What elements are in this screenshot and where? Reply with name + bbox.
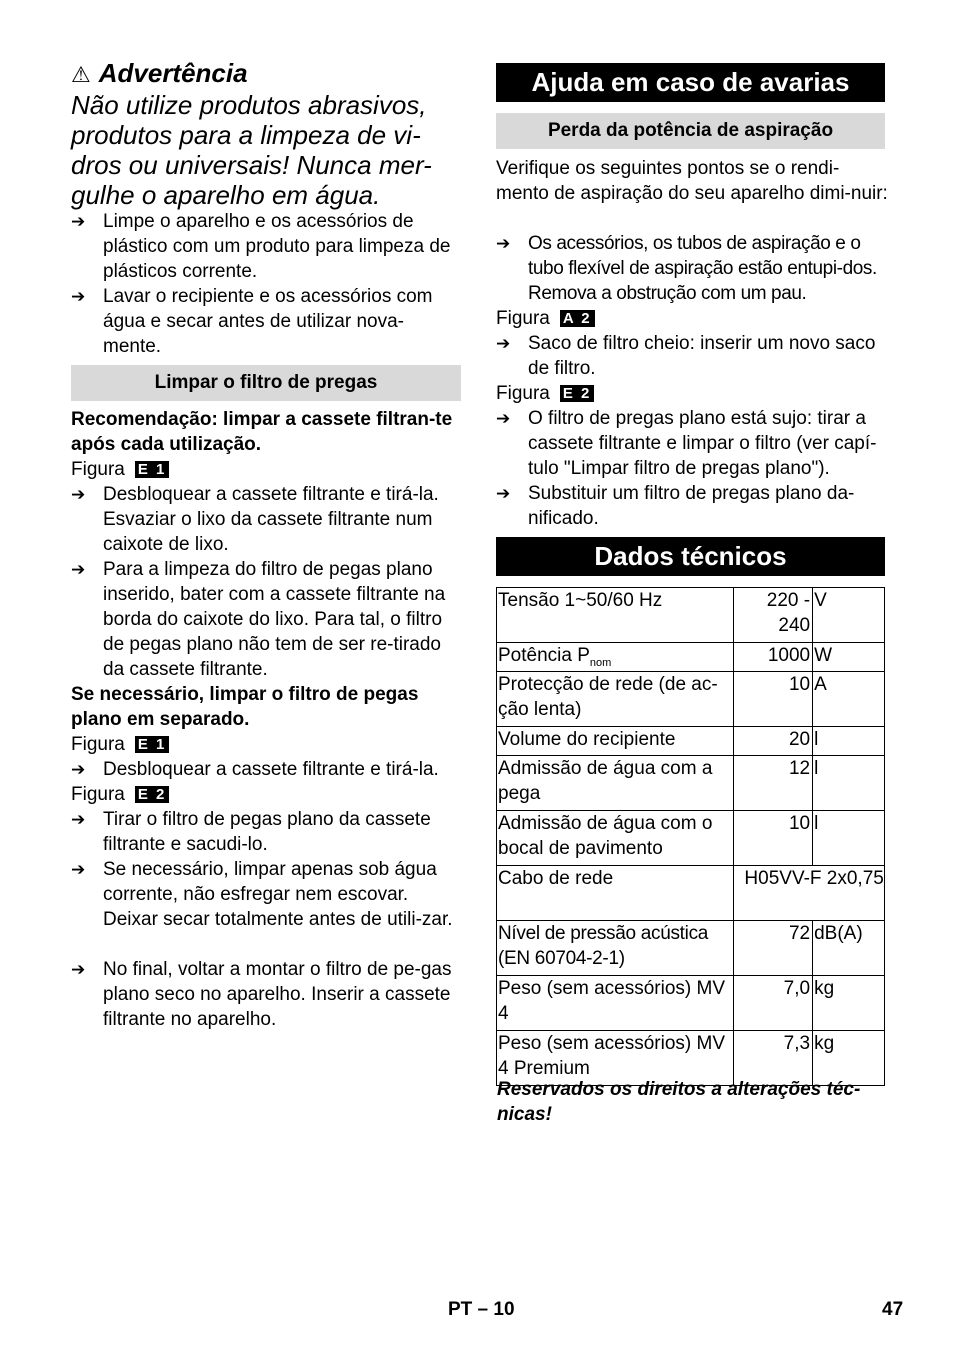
list-item: ➔ Desbloquear a cassete filtrante e tirá-la. Esvaziar o lixo da cassete filtrante num caixote de lixo. (71, 484, 439, 555)
figure-badge: E 1 (135, 461, 170, 478)
figure-reference: Figura E 2 (496, 381, 594, 406)
footer-language-page: PT – 10 (448, 1299, 515, 1320)
table-row: Protecção de rede (de ac-ção lenta) 10 A (497, 672, 885, 727)
table-row: Admissão de água com o bocal de pavimento 10 l (497, 811, 885, 866)
table-row: Nível de pressão acústica (EN 60704-2-1) 72 dB(A) (497, 921, 885, 976)
figure-reference: Figura E 2 (71, 782, 169, 807)
warning-body: Não utilize produtos abrasivos, produtos para a limpeza de vi-dros ou universais! Nunca mer-gulhe o aparelho em água. (71, 90, 432, 210)
arrow-right-icon: ➔ (71, 860, 86, 879)
list-item: ➔ Substituir um filtro de pregas plano da-nificado. (496, 483, 855, 529)
figure-reference: Figura E 1 (71, 457, 169, 482)
reservation-note: Reservados os direitos a alterações téc-nicas! (497, 1079, 861, 1125)
page-number: 47 (882, 1299, 904, 1320)
figure-badge: E 2 (560, 385, 595, 402)
arrow-right-icon: ➔ (71, 485, 86, 504)
arrow-right-icon: ➔ (71, 810, 86, 829)
warning-title-text: Advertência (98, 58, 248, 88)
list-item: ➔ Desbloquear a cassete filtrante e tirá-la. (71, 759, 439, 780)
figure-badge: E 2 (135, 786, 170, 803)
list-item: ➔ Saco de filtro cheio: inserir um novo saco de filtro. (496, 333, 876, 379)
list-item: ➔ Tirar o filtro de pegas plano da cassete filtrante e sacudi-lo. (71, 809, 431, 855)
table-row: Tensão 1~50/60 Hz 220 - 240 V (497, 588, 885, 643)
section-heading-tech: Dados técnicos (496, 537, 885, 576)
separate-cleaning-note: Se necessário, limpar o filtro de pegas plano em separado. (71, 684, 419, 730)
section-heading-help: Ajuda em caso de avarias (496, 63, 885, 102)
list-item: ➔ Limpe o aparelho e os acessórios de plástico com um produto para limpeza de plásticos corrente. (71, 211, 451, 282)
figure-reference: Figura E 1 (71, 732, 169, 757)
warning-title (71, 58, 471, 90)
table-row: Peso (sem acessórios) MV 4 Premium 7,3 kg (497, 1031, 885, 1086)
table-row: Potência $P_{nom}$ 1000 W (497, 643, 885, 672)
list-item: ➔ Se necessário, limpar apenas sob água corrente, não esfregar nem escovar. Deixar secar totalmente antes de utili-zar. (71, 859, 453, 930)
arrow-right-icon: ➔ (496, 409, 511, 428)
warning-triangle-icon: ⚠ (71, 62, 91, 87)
arrow-right-icon: ➔ (71, 960, 86, 979)
help-intro: Verifique os seguintes pontos se o rendi-mento de aspiração do seu aparelho dimi-nuir: (496, 158, 888, 204)
list-item: ➔ Os acessórios, os tubos de aspiração e o tubo flexível de aspiração estão entupi-dos. Remova a obstrução com um pau. (496, 233, 877, 304)
arrow-right-icon: ➔ (71, 760, 86, 779)
arrow-right-icon: ➔ (496, 234, 510, 253)
arrow-right-icon: ➔ (496, 484, 511, 503)
table-row: Cabo de rede H05VV-F 2x0,75 (497, 866, 885, 921)
figure-reference: Figura A 2 (496, 306, 595, 331)
list-item: ➔ Lavar o recipiente e os acessórios com água e secar antes de utilizar nova-mente. (71, 286, 433, 357)
list-item: ➔ O filtro de pregas plano está sujo: tirar a cassete filtrante e limpar o filtro (ver capí-tulo "Limpar filtro de pregas plano"). (496, 408, 877, 479)
technical-data-table (496, 587, 885, 1086)
figure-badge: E 1 (135, 736, 170, 753)
arrow-right-icon: ➔ (71, 560, 86, 579)
arrow-right-icon: ➔ (71, 212, 86, 231)
arrow-right-icon: ➔ (496, 334, 511, 353)
list-item: ➔ No final, voltar a montar o filtro de pe-gas plano seco no aparelho. Inserir a cassete filtrante no aparelho. (71, 959, 452, 1030)
recommendation-text: Recomendação: limpar a cassete filtran-te após cada utilização. (71, 409, 453, 455)
subsection-heading-suction: Perda da potência de aspiração (496, 113, 885, 149)
table-row: Admissão de água com a pega 12 l (497, 756, 885, 811)
section-heading-filter: Limpar o filtro de pregas (71, 365, 461, 401)
arrow-right-icon: ➔ (71, 287, 86, 306)
list-item: ➔ Para a limpeza do filtro de pegas plano inserido, bater com a cassete filtrante na borda do caixote do lixo. Para tal, o filtro de pegas plano não tem de ser re-tirado da cassete filtrante. (71, 559, 446, 680)
table-row: Volume do recipiente 20 l (497, 727, 885, 756)
figure-badge: A 2 (560, 310, 595, 327)
table-row: Peso (sem acessórios) MV 4 7,0 kg (497, 976, 885, 1031)
